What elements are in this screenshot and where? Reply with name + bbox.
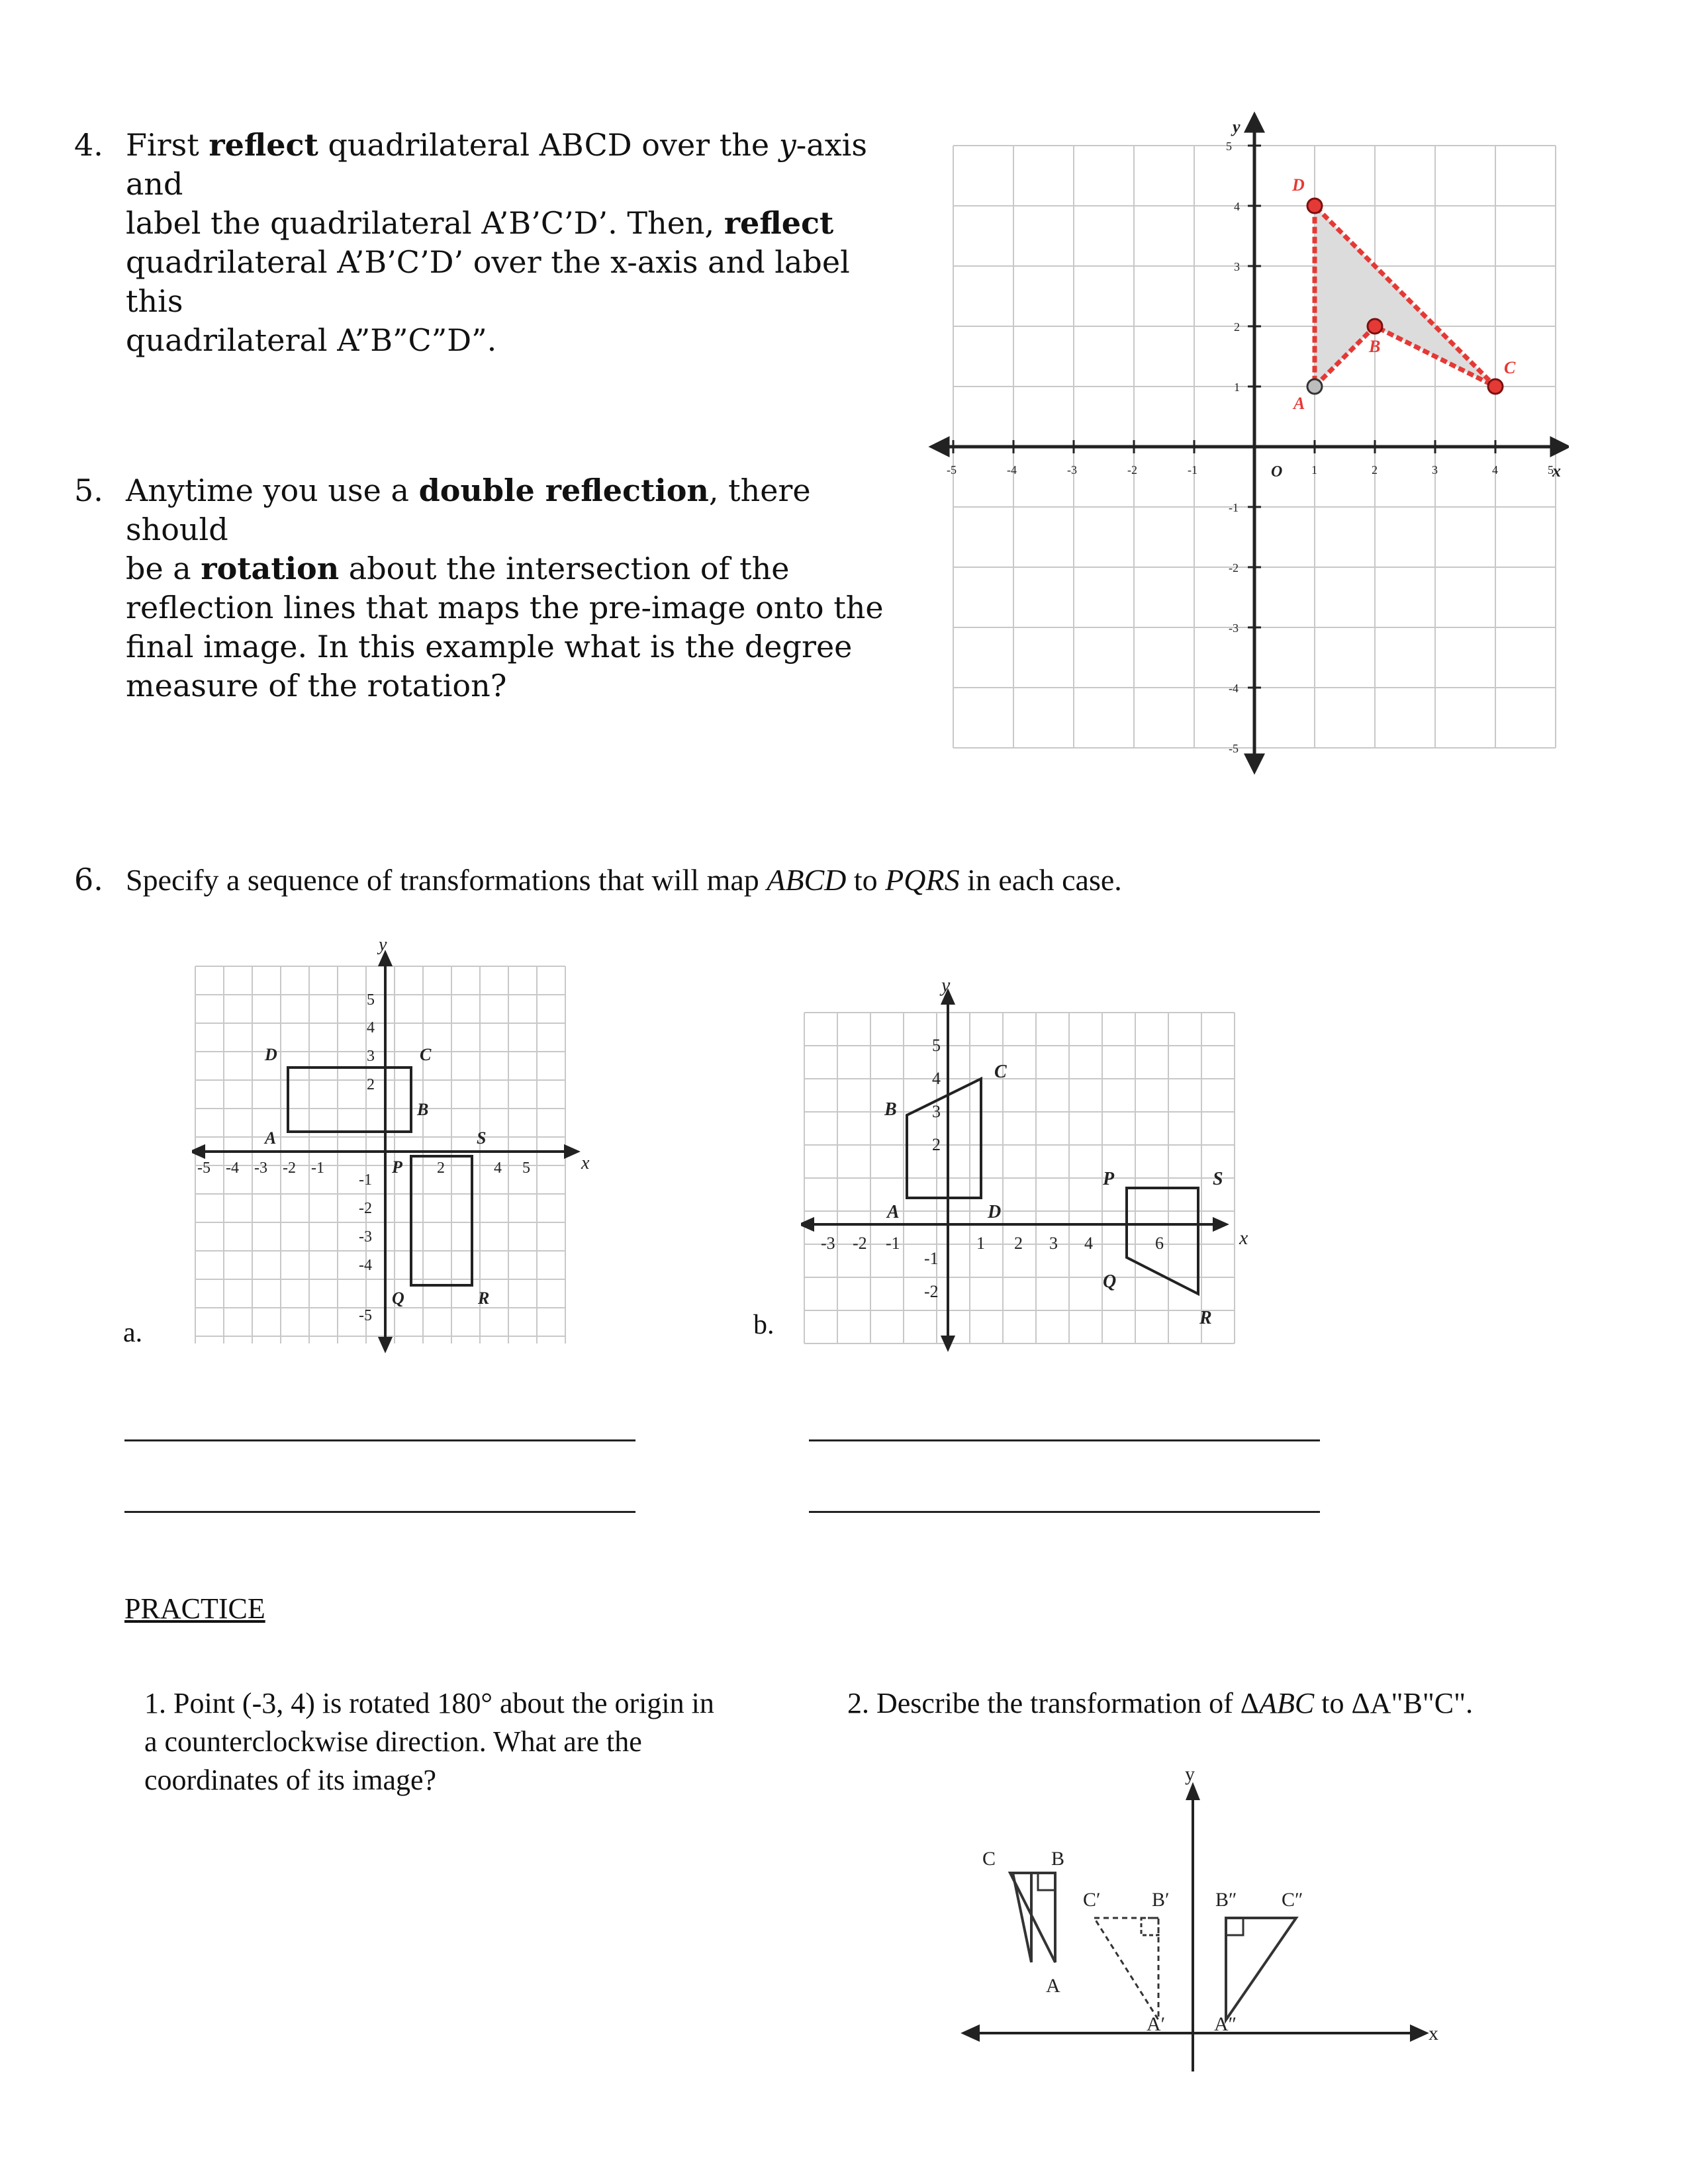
- pqrs-var: PQRS: [885, 863, 960, 897]
- triangle-transformation-graph: [953, 1767, 1456, 2078]
- label-a: A: [265, 1128, 277, 1148]
- x-tick-label: -5: [947, 463, 957, 477]
- x-tick-label: -4: [1007, 463, 1017, 477]
- right-angle-marker: [1226, 1918, 1243, 1935]
- x-tick-label: 2: [1372, 463, 1378, 477]
- x-tick-label: -2: [283, 1160, 296, 1177]
- y-tick-label: -2: [924, 1282, 939, 1301]
- x-tick-label: -2: [1127, 463, 1137, 477]
- y-axis-label: y: [1185, 1767, 1195, 1785]
- point-label-d: D: [1292, 175, 1305, 195]
- y-tick-label: 5: [932, 1036, 941, 1055]
- practice-question-2: 2. Describe the transformation of ΔABC to ΔA"B"C".: [847, 1687, 1474, 1719]
- label-c: C: [994, 1062, 1007, 1082]
- y-tick-label: -4: [1229, 682, 1239, 695]
- y-tick-label: -1: [924, 1249, 939, 1268]
- y-tick-label: -4: [359, 1257, 372, 1274]
- axes: [932, 115, 1568, 771]
- y-tick-label: -3: [359, 1228, 372, 1246]
- q4-line-2: label the quadrilateral A’B’C’D’. Then, reflect: [126, 205, 834, 241]
- x-tick-label: 5: [522, 1160, 530, 1177]
- y-tick-label: 5: [367, 991, 375, 1009]
- grid: [804, 1013, 1235, 1343]
- vertex-label-c-prime: C′: [1083, 1889, 1101, 1911]
- point-d[interactable]: [1307, 199, 1322, 213]
- right-angle-marker: [1038, 1873, 1055, 1890]
- q5-line-3: reflection lines that maps the pre-image onto the: [126, 590, 884, 625]
- y-tick-label: 2: [1234, 320, 1240, 334]
- label-b: B: [417, 1100, 429, 1119]
- q5-line-2: be a rotation about the intersection of the: [126, 551, 790, 586]
- y-tick-label: 2: [932, 1135, 941, 1154]
- point-label-c: C: [1504, 358, 1516, 377]
- y-axis-label: y: [941, 974, 951, 996]
- question-number: 6.: [74, 862, 103, 897]
- x-tick-label: 6: [1155, 1234, 1164, 1253]
- point-a[interactable]: [1307, 379, 1322, 394]
- label-d: D: [988, 1202, 1002, 1222]
- x-tick-label: 1: [1311, 463, 1317, 477]
- x-tick-label: 2: [437, 1160, 445, 1177]
- y-tick-label: 3: [932, 1102, 941, 1121]
- coordinate-graph-6a: [192, 933, 616, 1357]
- vertex-label-b: B: [1051, 1848, 1065, 1870]
- x-axis-label: x: [581, 1153, 590, 1173]
- answer-line-a-2[interactable]: [124, 1511, 635, 1513]
- label-b: B: [884, 1099, 897, 1120]
- vertex-label-a: A: [1046, 1975, 1060, 1997]
- label-p: P: [1103, 1169, 1115, 1189]
- abcd-var: ABCD: [767, 863, 847, 897]
- axes: [964, 1786, 1426, 2071]
- keyword-rotation: rotation: [201, 551, 340, 586]
- y-tick-label: -2: [359, 1200, 372, 1217]
- practice-question-1: 1. Point (-3, 4) is rotated 180° about the origin in a counterclockwise direction. What are the coordinates of its image?: [144, 1687, 714, 1796]
- label-s: S: [477, 1128, 487, 1148]
- vertex-label-a-double-prime: A″: [1214, 2013, 1237, 2035]
- y-tick-label: 4: [1234, 200, 1240, 213]
- x-tick-label: 4: [1084, 1234, 1093, 1253]
- keyword-reflect: reflect: [724, 205, 834, 241]
- label-p: P: [392, 1158, 402, 1177]
- grid: [195, 966, 565, 1343]
- x-tick-label: -5: [197, 1160, 211, 1177]
- question-number: 4.: [74, 127, 103, 163]
- x-tick-label: -1: [886, 1234, 900, 1253]
- answer-line-b-2[interactable]: [809, 1511, 1320, 1513]
- y-tick-label: -1: [1229, 501, 1239, 514]
- y-tick-label: -2: [1229, 561, 1239, 574]
- y-tick-label: 5: [1226, 140, 1232, 153]
- label-s: S: [1213, 1169, 1223, 1189]
- vertex-label-c-double-prime: C″: [1282, 1889, 1303, 1911]
- x-tick-label: 3: [1049, 1234, 1058, 1253]
- y-axis-label: y: [379, 934, 387, 955]
- y-tick-label: 3: [1234, 260, 1240, 273]
- label-q: Q: [1103, 1271, 1117, 1292]
- q4-line-4: quadrilateral A”B”C”D”.: [126, 322, 497, 358]
- shape-abcd: [288, 1068, 411, 1132]
- y-tick-label: 3: [367, 1048, 375, 1065]
- vertex-label-c: C: [982, 1848, 996, 1870]
- y-tick-label: -3: [1229, 621, 1239, 635]
- point-c[interactable]: [1488, 379, 1503, 394]
- x-tick-label: 1: [976, 1234, 985, 1253]
- keyword-double-reflection: double reflection: [418, 473, 709, 508]
- coordinate-graph-q4: [920, 106, 1569, 794]
- axes: [192, 953, 577, 1350]
- coordinate-graph-6b: [801, 973, 1264, 1357]
- label-q: Q: [392, 1289, 404, 1308]
- y-tick-label: 2: [367, 1076, 375, 1093]
- x-tick-label: 5: [1548, 463, 1554, 477]
- x-tick-label: -3: [1067, 463, 1077, 477]
- triangle-a-prime: [1094, 1918, 1158, 2020]
- label-d: D: [265, 1045, 277, 1064]
- label-a: A: [887, 1202, 900, 1222]
- x-tick-label: -4: [226, 1160, 239, 1177]
- y-tick-label: 1: [1234, 381, 1240, 394]
- question-number: 5.: [74, 473, 103, 508]
- q5-line-5: measure of the rotation?: [126, 668, 507, 704]
- right-angle-marker: [1141, 1918, 1158, 1935]
- y-tick-label: -5: [359, 1307, 372, 1324]
- x-tick-label: 2: [1014, 1234, 1023, 1253]
- practice-heading: PRACTICE: [124, 1592, 265, 1625]
- x-tick-label: -3: [254, 1160, 267, 1177]
- x-tick-label: -1: [311, 1160, 324, 1177]
- point-b[interactable]: [1368, 319, 1382, 334]
- part-a-label: a.: [123, 1318, 143, 1348]
- part-b-label: b.: [753, 1310, 774, 1340]
- q4-line-3: quadrilateral A’B’C’D’ over the x-axis and label this: [126, 244, 850, 319]
- answer-line-b-1[interactable]: [809, 1439, 1320, 1441]
- x-axis-label: x: [1239, 1227, 1248, 1249]
- triangle-a-double-prime: [1226, 1918, 1296, 2020]
- vertex-label-b-prime: B′: [1152, 1889, 1170, 1911]
- q5-line-4: final image. In this example what is the degree: [126, 629, 853, 664]
- x-axis-label: x: [1552, 461, 1561, 480]
- y-tick-label: -5: [1229, 742, 1239, 755]
- vertex-label-b-double-prime: B″: [1215, 1889, 1237, 1911]
- point-label-a: A: [1293, 394, 1305, 413]
- point-label-b: B: [1369, 337, 1381, 356]
- y-axis-label: y: [1233, 117, 1241, 136]
- x-tick-label: 4: [494, 1160, 502, 1177]
- origin-label: O: [1271, 463, 1283, 480]
- tick-marks: [953, 146, 1495, 688]
- q5-line-1: Anytime you use a double reflection, there should: [126, 473, 811, 547]
- x-tick-label: -3: [821, 1234, 835, 1253]
- answer-line-a-1[interactable]: [124, 1439, 635, 1441]
- label-c: C: [420, 1045, 432, 1064]
- x-tick-label: -2: [853, 1234, 867, 1253]
- label-r: R: [478, 1289, 490, 1308]
- x-axis-label: x: [1429, 2023, 1438, 2044]
- x-tick-label: 4: [1492, 463, 1498, 477]
- x-tick-label: -1: [1188, 463, 1197, 477]
- y-tick-label: 4: [367, 1019, 375, 1036]
- y-tick-label: 4: [932, 1069, 941, 1088]
- y-tick-label: -1: [359, 1171, 372, 1189]
- label-r: R: [1199, 1308, 1212, 1328]
- q4-line-1: First reflect quadrilateral ABCD over the y-axis and: [126, 127, 867, 202]
- keyword-reflect: reflect: [209, 127, 318, 163]
- x-tick-label: 3: [1432, 463, 1438, 477]
- vertex-label-a-prime: A′: [1147, 2013, 1166, 2035]
